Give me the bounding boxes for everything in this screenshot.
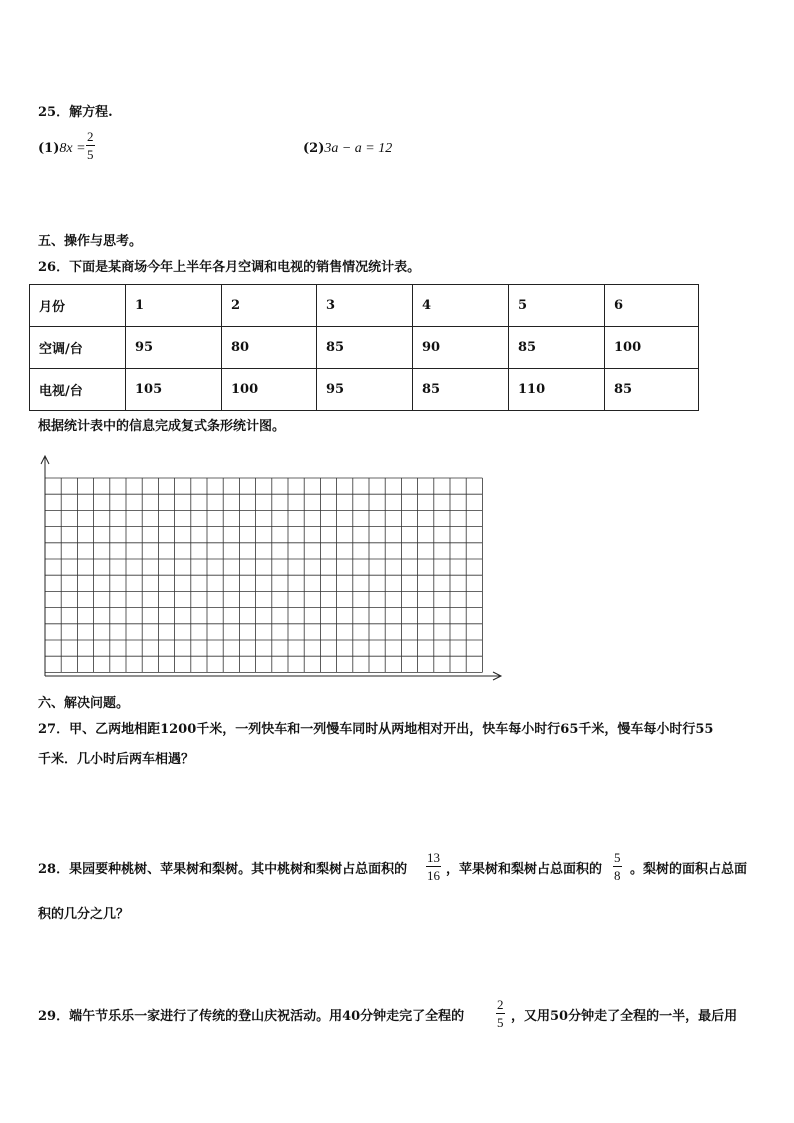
table-cell: 80 (222, 327, 317, 369)
table-cell: 90 (413, 327, 509, 369)
q25-part2-label: (2) (303, 141, 325, 156)
table-row (30, 327, 699, 369)
table-cell: 95 (317, 369, 413, 411)
table-cell: 85 (605, 369, 699, 411)
q25-part1 (38, 142, 86, 156)
q25-part1-fraction (86, 130, 95, 161)
table-cell: 3 (317, 285, 413, 327)
fraction-numerator: 2 (87, 129, 94, 144)
q28-fraction-1 (426, 851, 441, 882)
table-cell: 85 (509, 327, 605, 369)
section-5-heading: 五、操作与思考。 (38, 234, 143, 249)
table-row (30, 369, 699, 411)
table-cell: 85 (413, 369, 509, 411)
table-cell: 100 (605, 327, 699, 369)
q29-part1: 29．端午节乐乐一家进行了传统的登山庆祝活动。用40分钟走完了全程的 (38, 1009, 465, 1024)
q25-part1-label: (1) (38, 141, 60, 156)
q27-line1: 27．甲、乙两地相距1200千米，一列快车和一列慢车同时从两地相对开出，快车每小时行65千米，慢车每小时行55 (38, 722, 714, 737)
section-6-heading: 六、解决问题。 (38, 696, 130, 711)
table-cell: 105 (126, 369, 222, 411)
table-cell: 110 (509, 369, 605, 411)
fraction-numerator: 2 (497, 997, 504, 1012)
q29-part2: ，又用50分钟走了全程的一半，最后用 (511, 1009, 738, 1024)
table-cell: 85 (317, 327, 413, 369)
table-cell: 5 (509, 285, 605, 327)
q27-line2: 千米．几小时后两车相遇？ (38, 752, 195, 767)
q25-title: 25．解方程. (38, 105, 113, 120)
grid-lines (45, 478, 482, 672)
q29-fraction (496, 998, 505, 1029)
table-cell: 1 (126, 285, 222, 327)
q28-part1: 28．果园要种桃树、苹果树和梨树。其中桃树和梨树占总面积的 (38, 862, 408, 877)
q25-part2 (303, 142, 392, 156)
q28-part3: 。梨树的面积占总面 (630, 862, 748, 877)
q28-part2: ，苹果树和梨树占总面积的 (446, 862, 603, 877)
q26-title: 26．下面是某商场今年上半年各月空调和电视的销售情况统计表。 (38, 260, 421, 275)
fraction-denominator: 8 (614, 868, 621, 883)
fraction-denominator: 5 (87, 147, 94, 162)
table-cell: 100 (222, 369, 317, 411)
table-cell: 6 (605, 285, 699, 327)
q25-part2-expr: 3a − a = 12 (324, 141, 393, 156)
table-cell: 空调/台 (30, 327, 126, 369)
fraction-denominator: 5 (497, 1015, 504, 1030)
table-cell: 2 (222, 285, 317, 327)
q26-instruction: 根据统计表中的信息完成复式条形统计图。 (38, 419, 286, 434)
fraction-numerator: 13 (427, 850, 440, 865)
table-cell: 4 (413, 285, 509, 327)
table-header-row (30, 285, 699, 327)
sales-table (29, 284, 699, 411)
blank-chart-grid (36, 452, 506, 684)
fraction-numerator: 5 (614, 850, 621, 865)
q28-fraction-2 (613, 851, 622, 882)
fraction-denominator: 16 (427, 868, 440, 883)
q25-part1-lhs: 8x = (59, 141, 86, 156)
q28-line2: 积的几分之几？ (38, 907, 130, 922)
table-cell: 月份 (30, 285, 126, 327)
table-cell: 电视/台 (30, 369, 126, 411)
table-cell: 95 (126, 327, 222, 369)
